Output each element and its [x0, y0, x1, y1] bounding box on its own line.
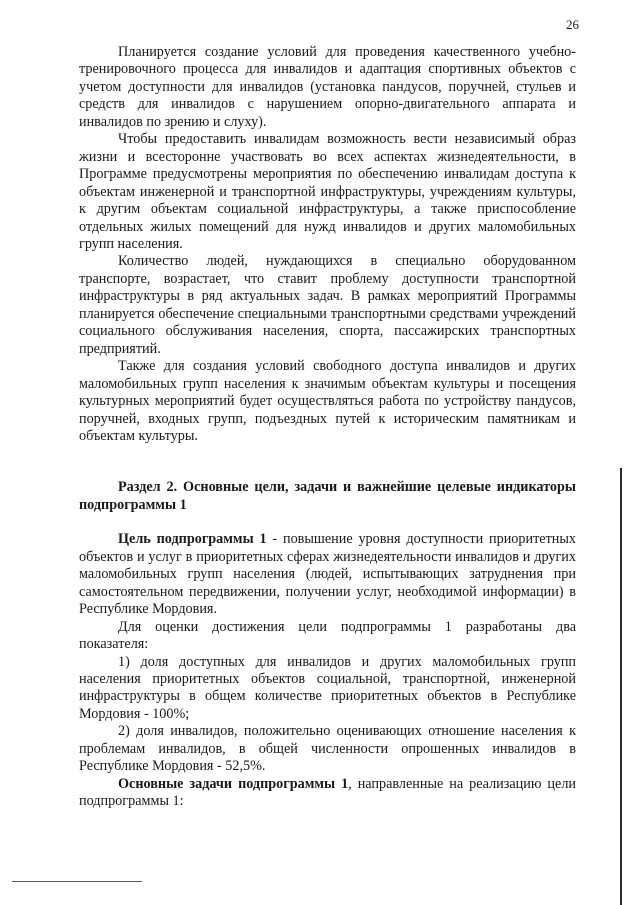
paragraph-culture-access: Также для создания условий свободного доступа инвалидов и других маломобильных групп населения к значимым объектам культуры и посещения культурных мероприятий будет осуществляться работа по устройству пандусов, поручней, входных групп, подъездных путей к историческим памятникам и объектам культуры.	[79, 358, 576, 444]
document-body	[79, 44, 576, 811]
tasks-label: Основные задачи подпрограммы 1	[118, 775, 349, 792]
indicators-intro: Для оценки достижения цели подпрограммы 1 разработаны два показателя:	[79, 618, 576, 653]
tasks-paragraph	[79, 776, 576, 811]
paragraph-sports-facilities: Планируется создание условий для проведения качественного учебно-тренировочного процесса для инвалидов и адаптация спортивных объектов с учетом доступности для инвалидов (установка пандусов, поручней, стульев и средств для инвалидов с нарушением опорно-двигательного аппарата и инвалидов по зрению и слуху).	[79, 44, 576, 130]
indicator-item-1: 1) доля доступных для инвалидов и других маломобильных групп населения приоритетных объектов социальной, транспортной, инженерной инфраструктуры в общем количестве приоритетных объектов в Республике Мордовия - 100%;	[79, 653, 576, 722]
goal-text: - повышение уровня доступности приоритетных объектов и услуг в приоритетных сферах жизнедеятельности инвалидов и других маломобильных групп населения (людей, испытывающих затруднения при самостоятельном передвижении, получении услуг, необходимой информации) в Республике Мордовия.	[79, 531, 576, 618]
goal-label: Цель подпрограммы 1	[118, 531, 267, 548]
indicator-item-2: 2) доля инвалидов, положительно оценивающих отношение населения к проблемам инвалидов, в общей численности опрошенных инвалидов в Республике Мордовия - 52,5%.	[79, 723, 576, 775]
goal-paragraph	[79, 531, 576, 618]
paragraph-infrastructure-access: Чтобы предоставить инвалидам возможность вести независимый образ жизни и всесторонне участвовать во всех аспектах жизнедеятельности, в Программе предусмотрены мероприятия по обеспечению инвалидам доступа к объектам инженерной и транспортной инфраструктуры, учреждениям культуры, к другим объектам социальной инфраструктуры, а также приспособление отдельных жилых помещений для нужд инвалидов и других маломобильных групп населения.	[79, 131, 576, 252]
section-heading: Раздел 2. Основные цели, задачи и важнейшие целевые индикаторы подпрограммы 1	[79, 479, 576, 513]
page-number: 26	[566, 17, 579, 32]
paragraph-transport: Количество людей, нуждающихся в специально оборудованном транспорте, возрастает, что ставит проблему доступности транспортной инфраструктуры в ряд актуальных задач. В рамках мероприятий Программы планируется обеспечение специальными транспортными средствами учреждений социального обслуживания населения, спорта, пассажирских транспортных предприятий.	[79, 253, 576, 357]
scan-bottom-mark	[12, 881, 142, 882]
tasks-text: , направленные на реализацию цели подпрограммы 1:	[79, 775, 576, 810]
scan-edge-line	[620, 468, 622, 905]
